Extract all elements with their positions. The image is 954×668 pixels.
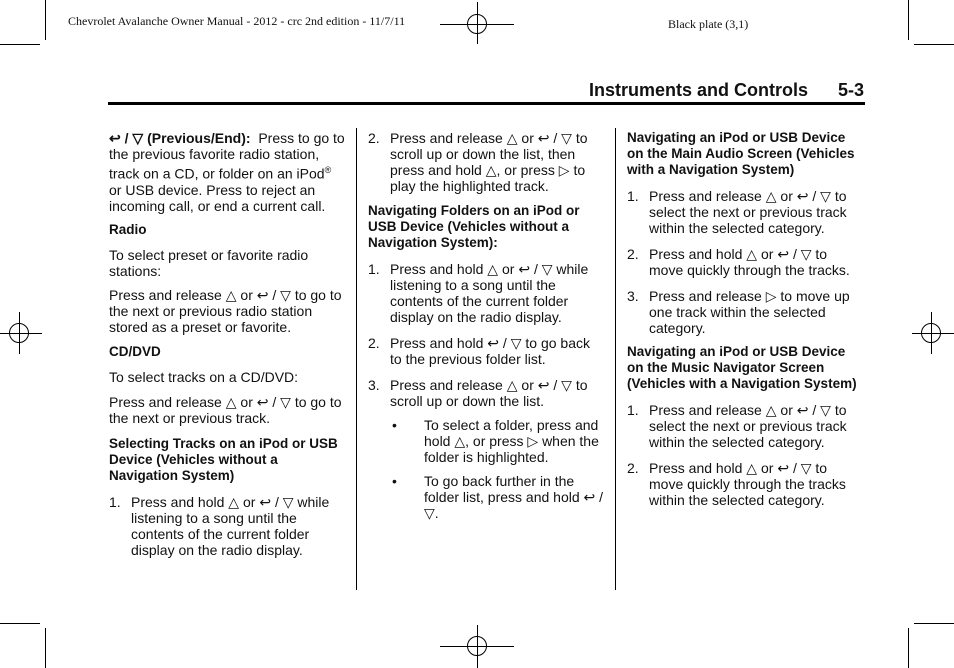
column-3	[627, 130, 863, 518]
up-arrow-icon: △	[487, 261, 499, 277]
cd-paragraph-1: To select tracks on a CD/DVD:	[109, 368, 299, 385]
crop-mark	[914, 623, 954, 624]
list-item: 2. Press and hold △ or ↩ / ▽ to move quickly through the tracks within the selected category.	[627, 460, 846, 508]
selecting-tracks-heading: Selecting Tracks on an iPod or USB Device (Vehicles without a Navigation System)	[109, 435, 338, 483]
music-navigator-heading: Navigating an iPod or USB Device on the Music Navigator Screen (Vehicles with a Navigation System)	[627, 344, 857, 391]
down-arrow-icon: ▽	[561, 377, 572, 393]
radio-paragraph-1: To select preset or favorite radio stations:	[109, 246, 309, 279]
end-icon: ↩	[109, 130, 121, 146]
end-icon: ↩	[256, 286, 269, 303]
list-item: 1. Press and release △ or ↩ / ▽ to select the next or previous track within the selected category.	[627, 402, 847, 450]
up-arrow-icon: △	[225, 393, 237, 410]
end-icon: ↩	[537, 130, 550, 146]
list-item: 1. Press and release △ or ↩ / ▽ to select the next or previous track within the selected category.	[627, 188, 847, 236]
print-header-left: Chevrolet Avalanche Owner Manual - 2012 - crc 2nd edition - 11/7/11	[68, 14, 406, 28]
up-arrow-icon: △	[746, 246, 758, 262]
cd-dvd-heading: CD/DVD	[109, 343, 161, 359]
right-arrow-icon: ▷	[558, 162, 570, 178]
print-header-right: Black plate (3,1)	[668, 17, 749, 31]
list-item: 3. Press and release △ or ↩ / ▽ to scroll up or down the list.	[368, 377, 588, 409]
down-arrow-icon: ▽	[561, 130, 572, 146]
cd-paragraph-2: Press and release △ or ↩ / ▽ to go to the next or previous track.	[109, 393, 342, 426]
heading-rule	[108, 102, 865, 105]
up-arrow-icon: △	[506, 377, 518, 393]
end-icon: ↩	[256, 393, 269, 410]
list-item: 3. Press and release ▷ to move up one track within the selected category.	[627, 288, 850, 336]
down-arrow-icon: ▽	[820, 188, 831, 204]
down-arrow-icon: ▽	[280, 393, 291, 410]
end-icon: ↩	[259, 493, 272, 510]
list-item: 2. Press and hold △ or ↩ / ▽ to move quickly through the tracks.	[627, 246, 850, 278]
end-icon: ↩	[487, 335, 500, 351]
section-heading	[589, 80, 864, 101]
end-icon: ↩	[583, 489, 596, 505]
list-item: • To select a folder, press and hold △, or press ▷ when the folder is highlighted.	[392, 417, 599, 465]
down-arrow-icon: ▽	[510, 335, 522, 351]
down-arrow-icon: ▽	[132, 130, 144, 146]
column-divider	[356, 128, 357, 590]
up-arrow-icon: △	[765, 402, 777, 418]
down-arrow-icon: ▽	[800, 460, 812, 476]
radio-paragraph-2: Press and release △ or ↩ / ▽ to go to the next or previous radio station stored as a preset or favorite.	[109, 286, 342, 335]
radio-heading: Radio	[109, 221, 147, 237]
crop-mark	[914, 44, 954, 45]
crop-mark	[908, 0, 909, 40]
end-icon: ↩	[796, 188, 809, 204]
column-2	[368, 130, 604, 529]
list-item: 2. Press and hold ↩ / ▽ to go back to the previous folder list.	[368, 335, 590, 367]
up-arrow-icon: △	[454, 433, 466, 449]
navigating-folders-heading: Navigating Folders on an iPod or USB Device (Vehicles without a Navigation System):	[368, 203, 580, 250]
down-arrow-icon: ▽	[424, 505, 435, 521]
up-arrow-icon: △	[746, 460, 758, 476]
previous-end-paragraph: ↩ / ▽ (Previous/End): Press to go to the previous favorite radio station, track on a CD, or folder on an iPod® or USB device. Press to reject an incoming call, or end a current call.	[109, 130, 345, 214]
down-arrow-icon: ▽	[282, 493, 294, 510]
previous-end-label: (Previous/End):	[147, 130, 251, 146]
list-item: 1. Press and hold △ or ↩ / ▽ while listening to a song until the contents of the current folder display on the radio display.	[368, 261, 589, 325]
list-item: • To go back further in the folder list, press and hold ↩ / ▽.	[392, 473, 604, 521]
section-title: Instruments and Controls	[588, 80, 808, 100]
crop-mark	[0, 44, 40, 45]
end-icon: ↩	[777, 460, 790, 476]
main-audio-heading: Navigating an iPod or USB Device on the Main Audio Screen (Vehicles with a Navigation System)	[627, 130, 855, 177]
crop-mark	[0, 623, 40, 624]
crop-mark	[908, 628, 909, 668]
down-arrow-icon: ▽	[280, 286, 291, 303]
list-item: 1. Press and hold △ or ↩ / ▽ while listening to a song until the contents of the current folder display on the radio display.	[109, 493, 330, 558]
up-arrow-icon: △	[225, 286, 237, 303]
crop-mark	[45, 0, 46, 40]
column-1	[109, 130, 345, 568]
down-arrow-icon: ▽	[541, 261, 553, 277]
up-arrow-icon: △	[506, 130, 518, 146]
up-arrow-icon: △	[765, 188, 777, 204]
page-number: 5-3	[837, 80, 864, 100]
end-icon: ↩	[796, 402, 809, 418]
list-item: 2. Press and release △ or ↩ / ▽ to scroll up or down the list, then press and hold △, or press ▷ to play the highlighted track.	[368, 130, 588, 194]
crop-mark	[45, 628, 46, 668]
up-arrow-icon: △	[228, 493, 240, 510]
end-icon: ↩	[537, 377, 550, 393]
right-arrow-icon: ▷	[527, 433, 539, 449]
end-icon: ↩	[777, 246, 790, 262]
right-arrow-icon: ▷	[765, 288, 777, 304]
down-arrow-icon: ▽	[800, 246, 812, 262]
up-arrow-icon: △	[485, 162, 497, 178]
end-icon: ↩	[518, 261, 531, 277]
column-divider	[615, 128, 616, 590]
down-arrow-icon: ▽	[820, 402, 831, 418]
